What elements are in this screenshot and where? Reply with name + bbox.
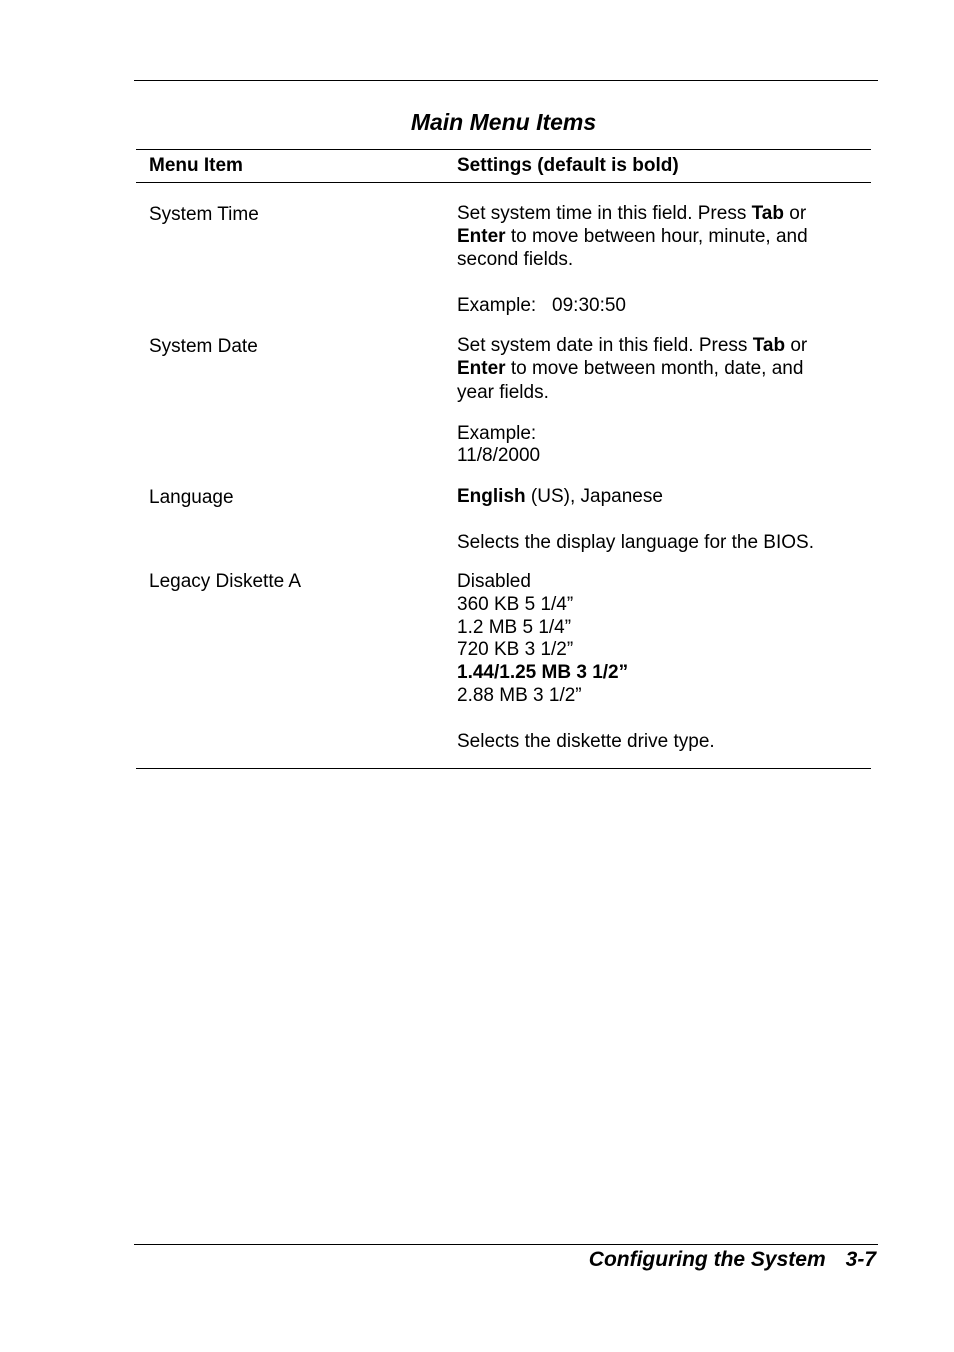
system-date-desc-line2-text: to move between month, date, and [505, 358, 804, 379]
page-number: 3-7 [845, 1248, 876, 1271]
language-options [457, 485, 663, 508]
system-date-desc-line3: year fields. [457, 382, 549, 403]
system-date-example-value: 11/8/2000 [457, 445, 541, 466]
system-date-example-label: Example: [457, 423, 537, 444]
diskette-option-default: 1.44/1.25 MB 3 1/2” [457, 662, 629, 683]
footer-rule [134, 1244, 878, 1245]
system-date-tab-key: Tab [752, 335, 786, 356]
system-date-desc-line1-end: or [785, 335, 808, 356]
column-header-menu-item: Menu Item [149, 155, 243, 176]
system-time-desc-line1-end: or [783, 203, 807, 224]
system-time-desc-line2 [457, 225, 808, 248]
diskette-option: 720 KB 3 1/2” [457, 639, 574, 660]
system-time-desc-line1 [457, 202, 806, 225]
diskette-option: 360 KB 5 1/4” [457, 594, 574, 615]
system-date-desc-line1-text: Set system date in this field. Press [457, 335, 753, 356]
footer-section-title: Configuring the System [588, 1248, 826, 1271]
system-date-desc-line2 [457, 357, 803, 380]
page-footer [589, 1246, 876, 1274]
system-time-example: Example: 09:30:50 [457, 295, 626, 316]
system-time-enter-key: Enter [457, 226, 506, 247]
table-title: Main Menu Items [410, 109, 597, 135]
column-header-settings: Settings (default is bold) [457, 155, 679, 176]
diskette-description: Selects the diskette drive type. [457, 731, 715, 752]
menu-item-system-time: System Time [149, 204, 259, 225]
language-other-options: (US), Japanese [525, 486, 663, 507]
system-time-desc-line3: second fields. [457, 249, 574, 270]
menu-item-language: Language [149, 487, 234, 508]
system-date-desc-line1 [457, 334, 807, 357]
diskette-option: Disabled [457, 571, 531, 592]
system-time-tab-key: Tab [751, 203, 784, 224]
language-default-option: English [457, 486, 526, 507]
system-time-desc-line1-text: Set system time in this field. Press [457, 203, 752, 224]
language-description: Selects the display language for the BIOS. [457, 532, 814, 553]
diskette-option: 1.2 MB 5 1/4” [457, 617, 572, 638]
system-date-enter-key: Enter [457, 358, 506, 379]
menu-item-system-date: System Date [149, 336, 258, 357]
top-rule [134, 80, 878, 81]
header-bottom-rule [136, 182, 871, 183]
table-bottom-rule [136, 768, 871, 769]
system-time-desc-line2-text: to move between hour, minute, and [505, 226, 808, 247]
header-top-rule [136, 149, 871, 150]
diskette-option: 2.88 MB 3 1/2” [457, 685, 582, 706]
menu-item-legacy-diskette: Legacy Diskette A [149, 571, 302, 592]
